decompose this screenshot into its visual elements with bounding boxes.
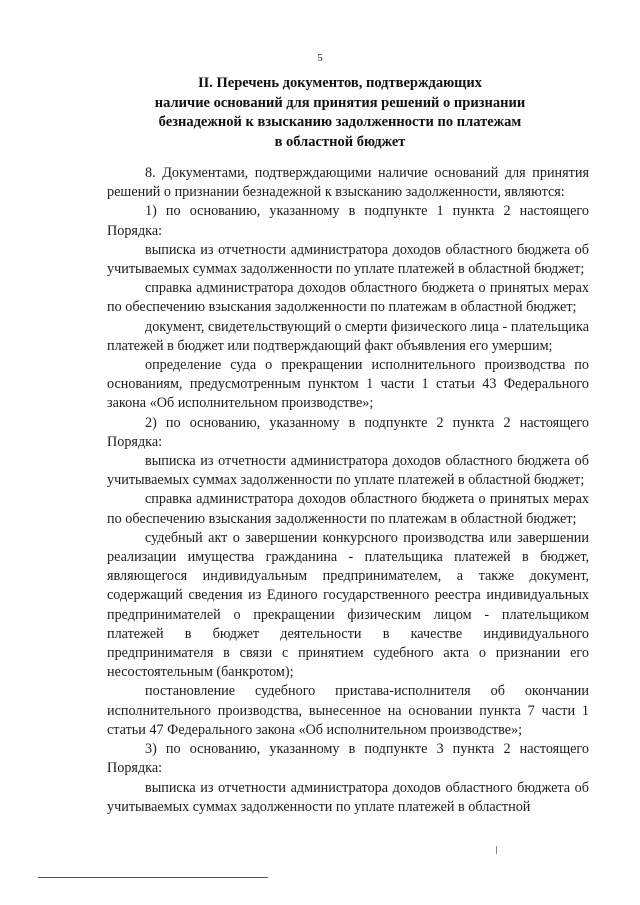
page-number: 5 — [317, 52, 323, 64]
section-heading — [120, 74, 560, 152]
paragraph-basis-2: 2) по основанию, указанному в подпункте 2 пункта 2 настоящего Порядка: — [107, 414, 589, 450]
paragraph-extract-3: выписка из отчетности администратора доходов областного бюджета об учитываемых суммах задолженности по уплате платежей в областной — [107, 779, 589, 815]
heading-line-2: наличие оснований для принятия решений о признании — [154, 94, 526, 111]
paragraph-bankruptcy-act: судебный акт о завершении конкурсного производства или завершении реализации имущества гражданина - плательщика платежей в бюджет, являющегося индивидуальным предпринимателем, а также документ, содержащий сведения из Единого государственного реестра индивидуальных предпринимателей о прекращении физическим лицом - плательщиком платежей в бюджет деятельности в качестве индивидуального предпринимателя в связи с принятием судебного акта о признании его несостоятельным (банкротом); — [107, 529, 589, 681]
paragraph-court-ruling: определение суда о прекращении исполнительного производства по основаниям, предусмотренным пунктом 1 части 1 статьи 43 Федерального закона «Об исполнительном производстве»; — [107, 357, 589, 412]
scan-mark — [496, 846, 497, 854]
body-text — [107, 164, 589, 817]
paragraph-basis-1: 1) по основанию, указанному в подпункте 1 пункта 2 настоящего Порядка: — [107, 203, 589, 239]
footer-divider — [38, 877, 268, 878]
heading-line-1: II. Перечень документов, подтверждающих — [197, 75, 482, 91]
paragraph-extract-2: выписка из отчетности администратора доходов областного бюджета об учитываемых суммах задолженности по уплате платежей в областной бюджет; — [107, 453, 589, 489]
heading-line-3: безнадежной к взысканию задолженности по платежам — [158, 114, 522, 130]
paragraph-extract-1: выписка из отчетности администратора доходов областного бюджета об учитываемых суммах задолженности по уплате платежей в областной бюджет; — [107, 241, 589, 278]
paragraph-death-document: документ, свидетельствующий о смерти физического лица - плательщика платежей в бюджет или подтверждающий факт объявления его умершим; — [107, 318, 589, 354]
paragraph-certificate-2: справка администратора доходов областного бюджета о принятых мерах по обеспечению взыскания задолженности по платежам в областной бюджет; — [107, 491, 589, 527]
heading-line-4: в областной бюджет — [274, 133, 406, 150]
paragraph-basis-3: 3) по основанию, указанному в подпункте 3 пункта 2 настоящего Порядка: — [107, 741, 589, 777]
paragraph-item-8: 8. Документами, подтверждающими наличие оснований для принятия решений о признании безнадежной к взысканию задолженности, являются: — [107, 165, 589, 201]
paragraph-bailiff-resolution: постановление судебного пристава-исполнителя об окончании исполнительного производства, вынесенное на основании пункта 7 части 1 статьи 47 Федерального закона «Об исполнительном производстве»; — [107, 683, 589, 738]
paragraph-certificate-1: справка администратора доходов областного бюджета о принятых мерах по обеспечению взыскания задолженности по платежам в областной бюджет; — [107, 280, 589, 316]
